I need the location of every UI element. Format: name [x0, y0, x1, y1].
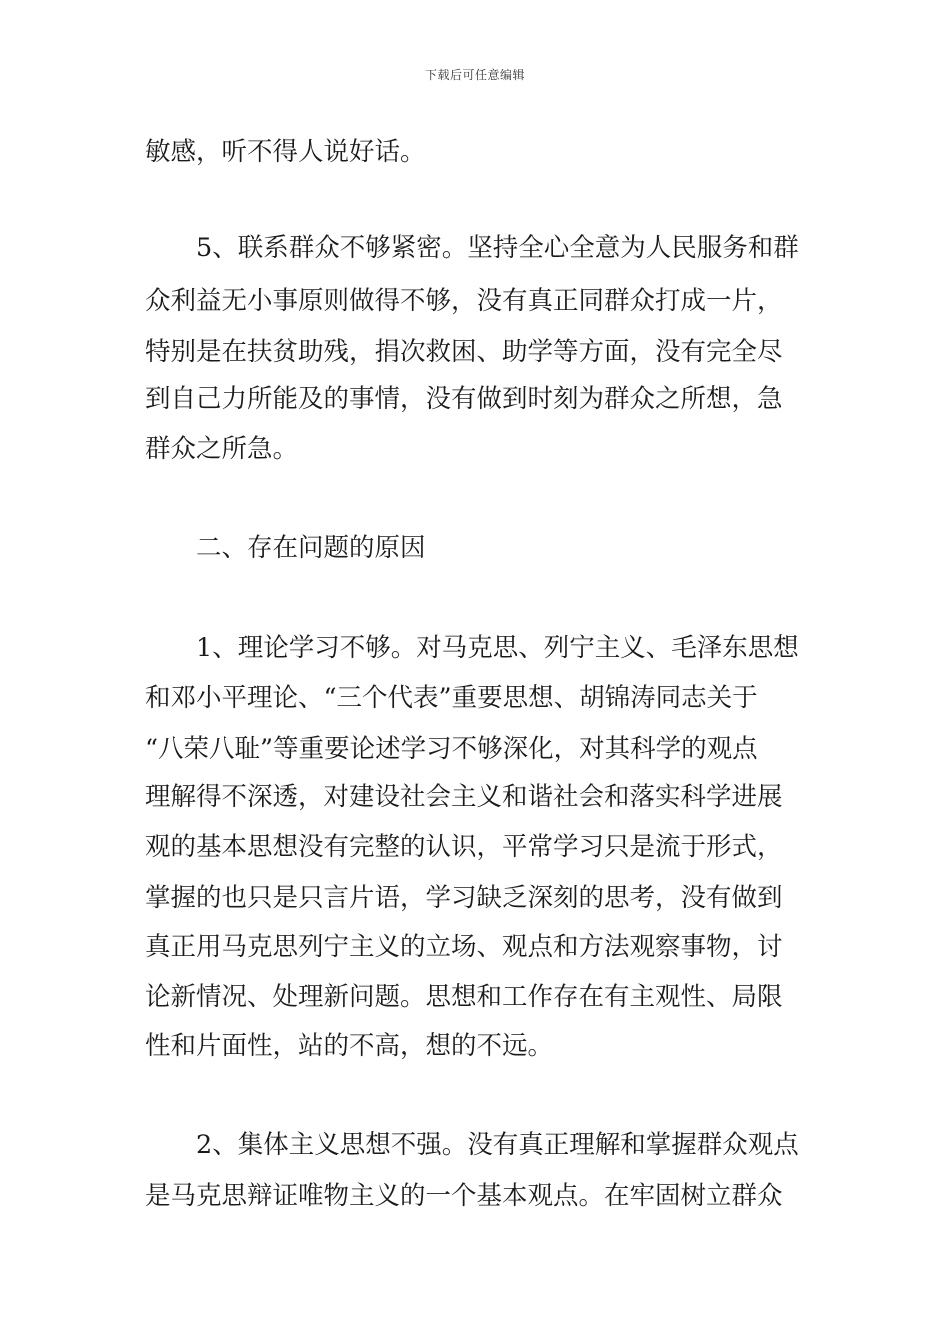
- text-line: 掌握的也只是只言片语，学习缺乏深刻的思考，没有做到: [145, 883, 783, 913]
- text-line: 论新情况、处理新问题。思想和工作存在有主观性、局限: [145, 982, 783, 1012]
- text-line: 观的基本思想没有完整的认识，平常学习只是流于形式，: [145, 832, 783, 862]
- text-line: 和邓小平理论、“三个代表”重要思想、胡锦涛同志关于: [145, 683, 758, 713]
- text-line: 众利益无小事原则做得不够，没有真正同群众打成一片，: [145, 286, 783, 316]
- text-line: 特别是在扶贫助残，捐次救困、助学等方面，没有完全尽: [145, 337, 783, 367]
- text-line: 5、联系群众不够紧密。坚持全心全意为人民服务和群: [196, 233, 799, 263]
- section-heading: 二、存在问题的原因: [196, 533, 426, 563]
- text-line: 1、理论学习不够。对马克思、列宁主义、毛泽东思想: [196, 633, 799, 663]
- text-line: 性和片面性，站的不高，想的不远。: [145, 1031, 554, 1061]
- text-line: 到自己力所能及的事情，没有做到时刻为群众之所想，急: [145, 384, 783, 414]
- text-line: 敏感，听不得人说好话。: [145, 137, 426, 167]
- text-line: “八荣八耻”等重要论述学习不够深化，对其科学的观点: [145, 734, 758, 764]
- text-line: 群众之所急。: [145, 434, 299, 464]
- text-line: 真正用马克思列宁主义的立场、观点和方法观察事物，讨: [145, 932, 783, 962]
- text-line: 理解得不深透，对建设社会主义和谐社会和落实科学进展: [145, 782, 783, 812]
- header-note: 下载后可任意编辑: [424, 68, 525, 82]
- text-line: 2、集体主义思想不强。没有真正理解和掌握群众观点: [196, 1130, 799, 1160]
- text-line: 是马克思辩证唯物主义的一个基本观点。在牢固树立群众: [145, 1181, 783, 1211]
